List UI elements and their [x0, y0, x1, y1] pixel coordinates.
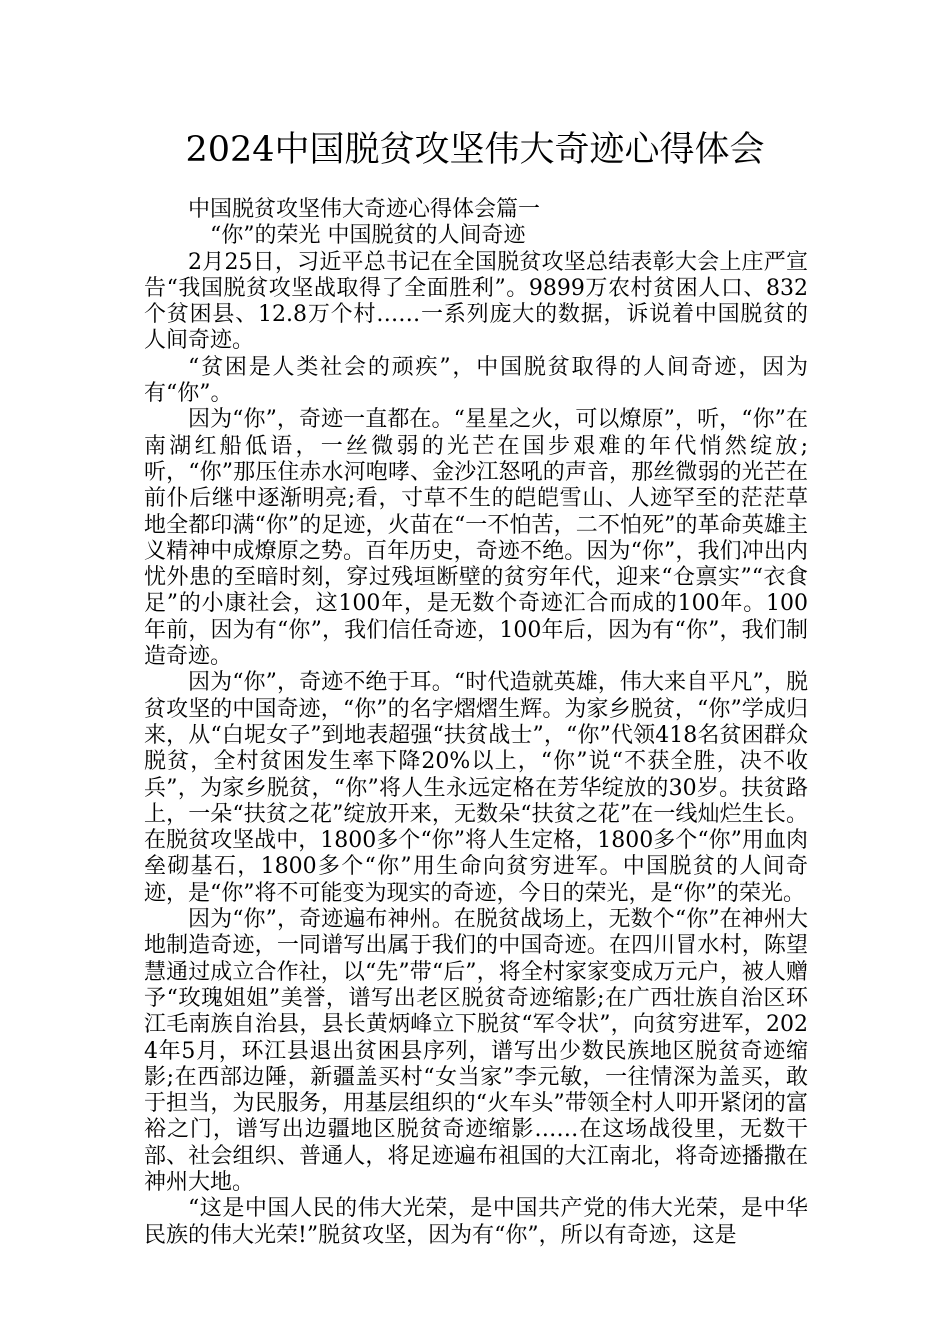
- document-title: 2024中国脱贫攻坚伟大奇迹心得体会: [185, 130, 765, 170]
- article-heading: “你”的荣光 中国脱贫的人间奇迹: [210, 223, 526, 249]
- section-subtitle: 中国脱贫攻坚伟大奇迹心得体会篇一: [188, 197, 541, 222]
- document-body: [144, 197, 808, 1249]
- paragraph: 因为“你”，奇迹不绝于耳。“时代造就英雄，伟大来自平凡”，脱贫攻坚的中国奇迹，“你”的名字熠熠生辉。为家乡脱贫，“你”学成归来，从“白坭女子”到地表超强“扶贫战士”，“你”代领418名贫困群众脱贫，全村贫困发生率下降20%以上，“你”说“不获全胜，决不收兵”，为家乡脱贫，“你”将人生永远定格在芳华绽放的30岁。扶贫路上，一朵“扶贫之花”绽放开来，无数朵“扶贫之花”在一线灿烂生长。在脱贫攻坚战中，1800多个“你”将人生定格，1800多个“你”用血肉垒砌基石，1800多个“你”用生命向贫穷进军。中国脱贫的人间奇迹，是“你”将不可能变为现实的奇迹，今日的荣光，是“你”的荣光。: [144, 670, 808, 906]
- paragraph: “这是中国人民的伟大光荣，是中国共产党的伟大光荣，是中华民族的伟大光荣!”脱贫攻坚，因为有“你”，所以有奇迹，这是: [144, 1196, 808, 1248]
- paragraph: “贫困是人类社会的顽疾”，中国脱贫取得的人间奇迹，因为有“你”。: [144, 354, 808, 407]
- paragraph: 2月25日，习近平总书记在全国脱贫攻坚总结表彰大会上庄严宣告“我国脱贫攻坚战取得了全面胜利”。9899万农村贫困人口、832个贫困县、12.8万个村……一系列庞大的数据，诉说着中国脱贫的人间奇迹。: [144, 249, 808, 354]
- paragraph: 因为“你”，奇迹遍布神州。在脱贫战场上，无数个“你”在神州大地制造奇迹，一同谱写出属于我们的中国奇迹。在四川冒水村，陈望慧通过成立合作社，以“先”带“后”，将全村家家变成万元户，被人赠予“玫瑰姐姐”美誉，谱写出老区脱贫奇迹缩影;在广西壮族自治区环江毛南族自治县，县长黄炳峰立下脱贫“军令状”，向贫穷进军，2024年5月，环江县退出贫困县序列，谱写出少数民族地区脱贫奇迹缩影;在西部边陲，新疆盖买村“女当家”李元敏，一往情深为盖买，敢于担当，为民服务，用基层组织的“火车头”带领全村人叩开紧闭的富裕之门，谱写出边疆地区脱贫奇迹缩影……在这场战役里，无数干部、社会组织、普通人，将足迹遍布祖国的大江南北，将奇迹播撒在神州大地。: [144, 907, 808, 1195]
- paragraph: 因为“你”，奇迹一直都在。“星星之火，可以燎原”，听，“你”在南湖红船低语，一丝微弱的光芒在国步艰难的年代悄然绽放;听，“你”那压住赤水河咆哮、金沙江怒吼的声音，那丝微弱的光芒在前仆后继中逐渐明亮;看，寸草不生的皑皑雪山、人迹罕至的茫茫草地全都印满“你”的足迹，火苗在“一不怕苦，二不怕死”的革命英雄主义精神中成燎原之势。百年历史，奇迹不绝。因为“你”，我们冲出内忧外患的至暗时刻，穿过残垣断壁的贫穷年代，迎来“仓禀实”“衣食足”的小康社会，这100年，是无数个奇迹汇合而成的100年。100年前，因为有“你”，我们信任奇迹，100年后，因为有“你”，我们制造奇迹。: [144, 407, 808, 670]
